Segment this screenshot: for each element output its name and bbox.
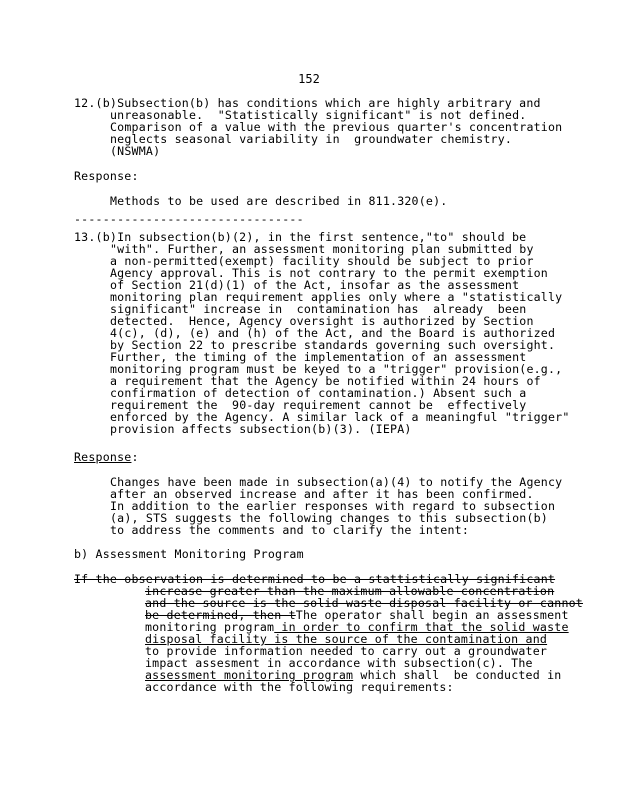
comment-13-line-17: provision affects subsection(b)(3). (IEPA) (110, 422, 412, 436)
comment-13-line-9: 4(c), (d), (e) and (h) of the Act, and the Board is authorized (110, 326, 556, 340)
response-2-label-word: Response (74, 450, 132, 464)
comment-12-line-4: neglects seasonal variability in groundwater chemistry. (110, 132, 513, 146)
comment-13-line-8: detected. Hence, Agency oversight is authorized by Section (110, 314, 534, 328)
response-2-line-3: In addition to the earlier responses with regard to subsection (110, 499, 556, 513)
proposed-line-4-deleted: be determined, then t (145, 608, 296, 622)
proposed-line-3: and the source is the solid waste disposal facility or cannot (145, 596, 583, 610)
comment-12-line-5: (NSWMA) (110, 144, 161, 158)
response-2-label-colon: : (131, 450, 139, 464)
comment-13-line-15: requirement the 90-day requirement cannot be effectively (110, 398, 527, 412)
proposed-line-1: If the observation is determined to be a stattistically significant (74, 572, 556, 586)
comment-13-line-2: "with". Further, an assessment monitoring plan submitted by (110, 242, 534, 256)
response-2-line-1: Changes have been made in subsection(a)(4) to notify the Agency (110, 475, 563, 489)
proposed-line-6: disposal facility is the source of the contamination and (145, 632, 548, 646)
comment-13-line-4: Agency approval. This is not contrary to the permit exemption (110, 266, 548, 280)
comment-13-line-7: significant" increase in contamination has already been (110, 302, 527, 316)
proposed-line-10: accordance with the following requirements: (145, 680, 454, 694)
comment-13-line-1: 13.(b)In subsection(b)(2), in the first sentence,"to" should be (74, 230, 527, 244)
proposed-line-5-inserted: in order to confirm that the solid waste (274, 620, 569, 634)
proposed-line-8: impact assesment in accordance with subsection(c). The (145, 656, 533, 670)
comment-13-line-13: a requirement that the Agency be notified within 24 hours of (110, 374, 541, 388)
proposed-line-4-kept: The operator shall begin an assessment (295, 608, 569, 622)
proposed-line-9-inserted: assessment monitoring program (145, 668, 354, 682)
proposed-line-7: to provide information needed to carry out a groundwater (145, 644, 548, 658)
comment-12-line-1: 12.(b)Subsection(b) has conditions which are highly arbitrary and (74, 96, 541, 110)
comment-13-line-11: Further, the timing of the implementation of an assessment (110, 350, 527, 364)
comment-12-line-3: Comparison of a value with the previous quarter's concentration (110, 120, 563, 134)
comment-13-line-12: monitoring program must be keyed to a "trigger" provision(e.g., (110, 362, 563, 376)
response-2-line-5: to address the comments and to clarify the intent: (110, 523, 470, 537)
response-2-label (74, 451, 139, 463)
response-1-label: Response: (74, 169, 139, 183)
comment-13-line-3: a non-permitted(exempt) facility should be subject to prior (110, 254, 534, 268)
comment-13-line-5: of Section 21(d)(1) of the Act, insofar as the assessment (110, 278, 520, 292)
section-separator: -------------------------------- (74, 212, 304, 226)
comment-13-line-6: monitoring plan requirement applies only where a "statistically (110, 290, 563, 304)
comment-13-line-14: confirmation of detection of contamination.) Absent such a (110, 386, 527, 400)
comment-13-line-10: by Section 22 to prescribe standards governing such oversight. (110, 338, 556, 352)
comment-13-line-16: enforced by the Agency. A similar lack of a meaningful "trigger" (110, 410, 570, 424)
proposed-line-9-kept: which shall be conducted in (353, 668, 562, 682)
comment-12-line-2: unreasonable. "Statistically significant" is not defined. (110, 108, 527, 122)
page-number: 152 (298, 72, 320, 86)
proposed-line-2: increase greater than the maximum allowable concentration (145, 584, 555, 598)
response-2-line-4: (a), STS suggests the following changes to this subsection(b) (110, 511, 548, 525)
response-1-text: Methods to be used are described in 811.320(e). (110, 194, 448, 208)
proposed-line-5-kept: monitoring program (145, 620, 275, 634)
section-heading: b) Assessment Monitoring Program (74, 547, 304, 561)
response-2-line-2: after an observed increase and after it has been confirmed. (110, 487, 534, 501)
